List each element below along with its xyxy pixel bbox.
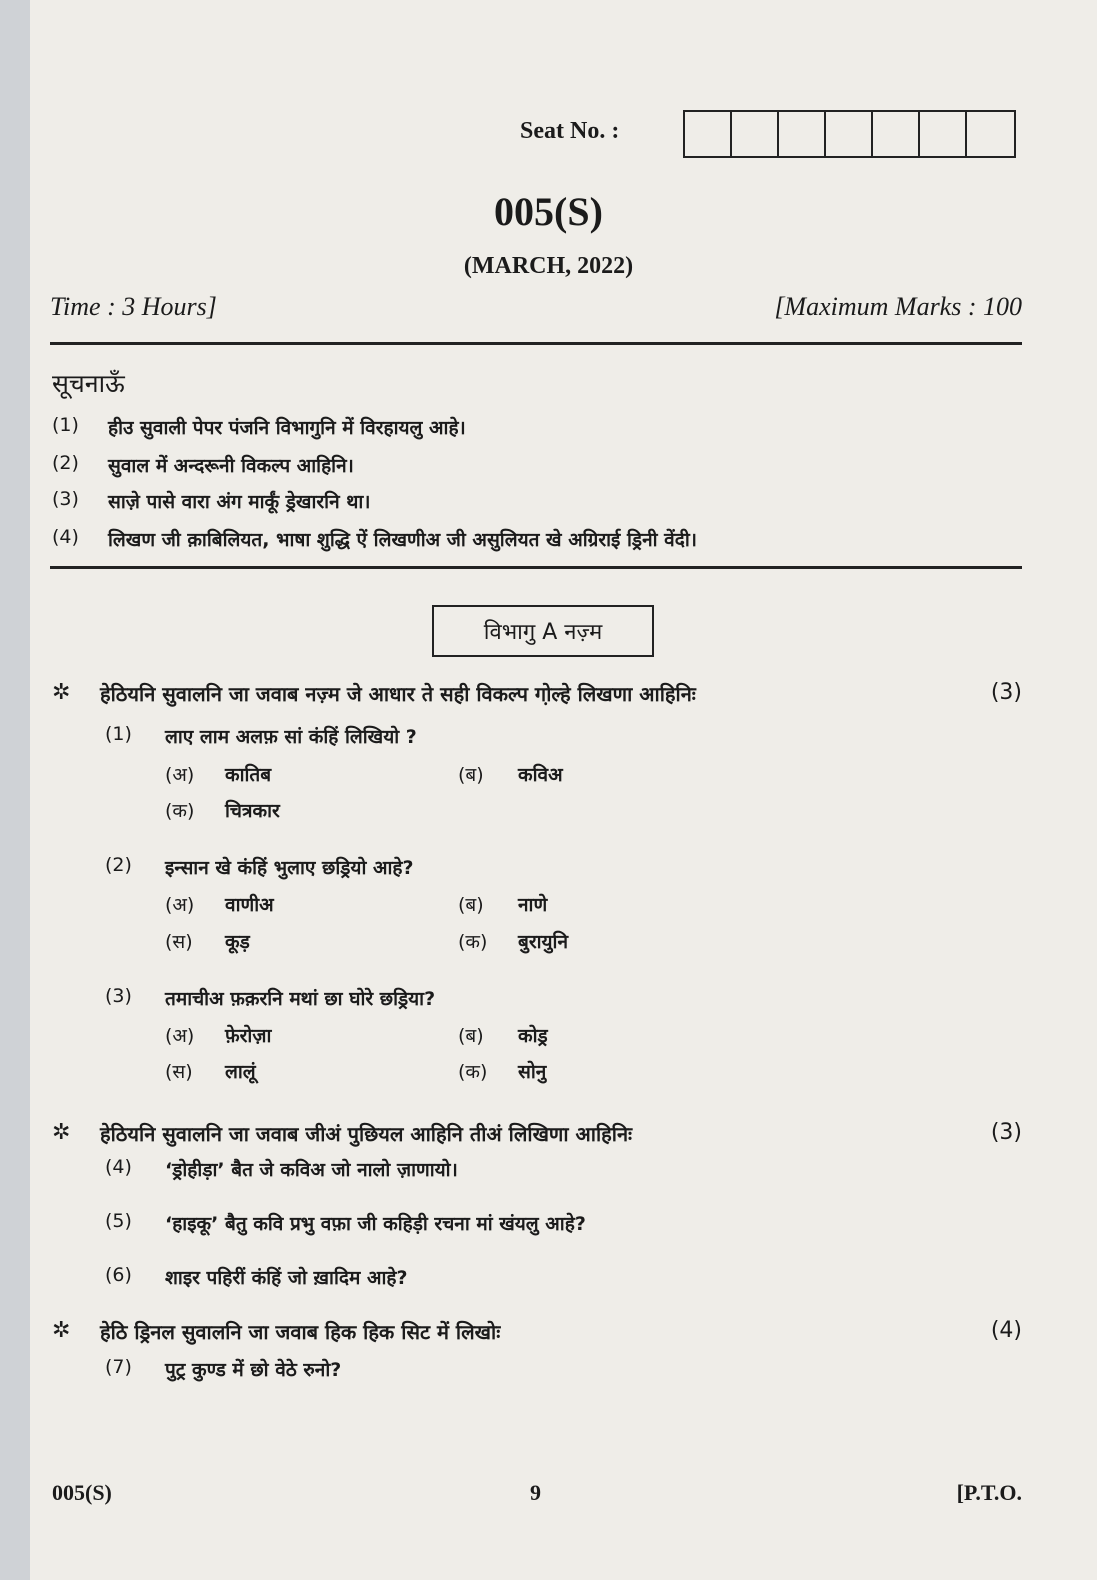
question-text: इन्सान खे कंहिं भुलाए छड्रियो आहे?	[165, 857, 414, 879]
option-label: (ब)	[458, 1025, 484, 1047]
section-title: विभागु A नज़्म	[432, 605, 654, 657]
option	[458, 891, 547, 917]
question-text: शाइर पहिरीं कंहिं जो ख़ादिम आहे?	[165, 1267, 408, 1289]
option-label: (अ)	[165, 1025, 195, 1047]
question	[105, 985, 435, 1011]
option-label: (क)	[458, 1061, 488, 1083]
instructions-heading: सूचनाऊँ	[52, 369, 125, 398]
option-text: फ़ेरोज़ा	[225, 1025, 272, 1047]
question-number: (7)	[105, 1356, 132, 1378]
instruction-number: (1)	[52, 414, 79, 436]
option	[165, 928, 250, 954]
instruction-item	[52, 488, 371, 514]
scan-edge	[0, 0, 30, 1580]
option-text: लालूं	[225, 1061, 256, 1083]
option	[458, 1058, 546, 1084]
option-text: कविअ	[518, 764, 563, 786]
footer-paper-code: 005(S)	[52, 1480, 112, 1505]
question-text: तमाचीअ फ़क़रनि मथां छा घोरे छड्रिया?	[165, 988, 436, 1010]
maximum-marks: [Maximum Marks : 100	[774, 292, 1022, 321]
instruction-item	[52, 414, 466, 440]
option-text: कोड्र	[518, 1025, 548, 1047]
option-label: (क)	[458, 931, 488, 953]
option	[458, 1022, 548, 1048]
question	[105, 723, 417, 749]
question-number: (1)	[105, 723, 132, 745]
instruction-text: हीउ सुवाली पेपर पंजनि विभागुनि में विरहायलु आहे।	[108, 417, 466, 439]
option	[165, 1058, 256, 1084]
instruction-number: (3)	[52, 488, 79, 510]
group-instruction: हेठियनि सुवालनि जा जवाब नज़्म जे आधार ते सही विकल्प गो़ल्हे लिखणा आहिनिः	[100, 682, 696, 706]
question-group-heading	[52, 1318, 500, 1345]
seat-cell	[967, 112, 1014, 156]
group-instruction: हेठि ड्रिनल सुवालनि जा जवाब हिक हिक सिट में लिखोः	[100, 1320, 501, 1344]
instruction-text: लिखण जी क़ाबिलियत, भाषा शुद्धि ऐं लिखणीअ जी असुलियत खे अग्रिराई ड्रिनी वेंदी।	[108, 529, 697, 551]
option	[165, 1022, 271, 1048]
question-text: लाए लाम अलफ़ सां कंहिं लिखियो ?	[165, 726, 417, 748]
option	[165, 891, 274, 917]
question-number: (5)	[105, 1210, 132, 1232]
instruction-text: साजे़ पासे वारा अंग मार्कूं ड्रेखारनि था।	[108, 491, 371, 513]
option-text: नाणे	[518, 894, 548, 916]
option-text: वाणीअ	[225, 894, 274, 916]
question	[105, 1210, 586, 1236]
option-label: (अ)	[165, 764, 195, 786]
seat-cell	[732, 112, 779, 156]
seat-cell	[779, 112, 826, 156]
seat-cell	[685, 112, 732, 156]
option-label: (क)	[165, 800, 195, 822]
question-number: (4)	[105, 1156, 132, 1178]
exam-date: (MARCH, 2022)	[463, 253, 634, 279]
question	[105, 1264, 408, 1290]
question	[105, 854, 414, 880]
question-number: (2)	[105, 854, 132, 876]
instruction-number: (2)	[52, 452, 79, 474]
header-divider	[50, 342, 1022, 345]
question-number: (3)	[105, 985, 132, 1007]
seat-cell	[873, 112, 920, 156]
seat-cell	[920, 112, 967, 156]
group-marks: (3)	[990, 680, 1022, 705]
group-instruction: हेठियनि सुवालनि जा जवाब जीअं पुछियल आहिनि तीअं लिखिणा आहिनिः	[100, 1122, 633, 1146]
instructions-divider	[50, 566, 1022, 569]
option-label: (स)	[165, 1061, 193, 1083]
instruction-number: (4)	[52, 526, 79, 548]
option-label: (स)	[165, 931, 193, 953]
star-bullet-icon: ✲	[52, 680, 71, 705]
question-group-heading	[52, 1120, 632, 1147]
option	[165, 797, 280, 823]
group-marks: (4)	[990, 1318, 1022, 1343]
question	[105, 1356, 341, 1382]
option	[165, 761, 271, 787]
instruction-item	[52, 452, 354, 478]
paper-code: 005(S)	[494, 189, 603, 234]
option-label: (ब)	[458, 894, 484, 916]
option-text: कूड़	[225, 931, 250, 953]
option-text: सोनु	[518, 1061, 547, 1083]
option-text: बुरायुनि	[518, 931, 569, 953]
question-text: ‘हाइकू’ बैतु कवि प्रभु वफ़ा जी कहिड़ी रचना मां खंयलु आहे?	[165, 1213, 586, 1235]
option-label: (अ)	[165, 894, 195, 916]
question-number: (6)	[105, 1264, 132, 1286]
seat-cell	[826, 112, 873, 156]
group-marks: (3)	[990, 1120, 1022, 1145]
seat-number-label: Seat No. :	[520, 118, 620, 144]
instruction-text: सुवाल में अन्दरूनी विकल्प आहिनि।	[108, 455, 354, 477]
option	[458, 928, 568, 954]
page-number: 9	[530, 1480, 541, 1505]
question	[105, 1156, 458, 1182]
star-bullet-icon: ✲	[52, 1318, 71, 1343]
please-turn-over: [P.T.O.	[956, 1480, 1022, 1505]
question-text: पुट्र कुण्ड में छो वेठे रुनो?	[165, 1359, 342, 1381]
option-text: कातिब	[225, 764, 272, 786]
seat-number-boxes	[683, 110, 1016, 158]
instruction-item	[52, 526, 697, 552]
exam-time: Time : 3 Hours]	[50, 292, 217, 321]
option	[458, 761, 563, 787]
question-group-heading	[52, 680, 696, 707]
question-text: ‘ड्रोहीड़ा’ बैत जे कविअ जो नालो ज़ाणायो।	[165, 1159, 458, 1181]
star-bullet-icon: ✲	[52, 1120, 71, 1145]
option-text: चित्रकार	[225, 800, 280, 822]
option-label: (ब)	[458, 764, 484, 786]
